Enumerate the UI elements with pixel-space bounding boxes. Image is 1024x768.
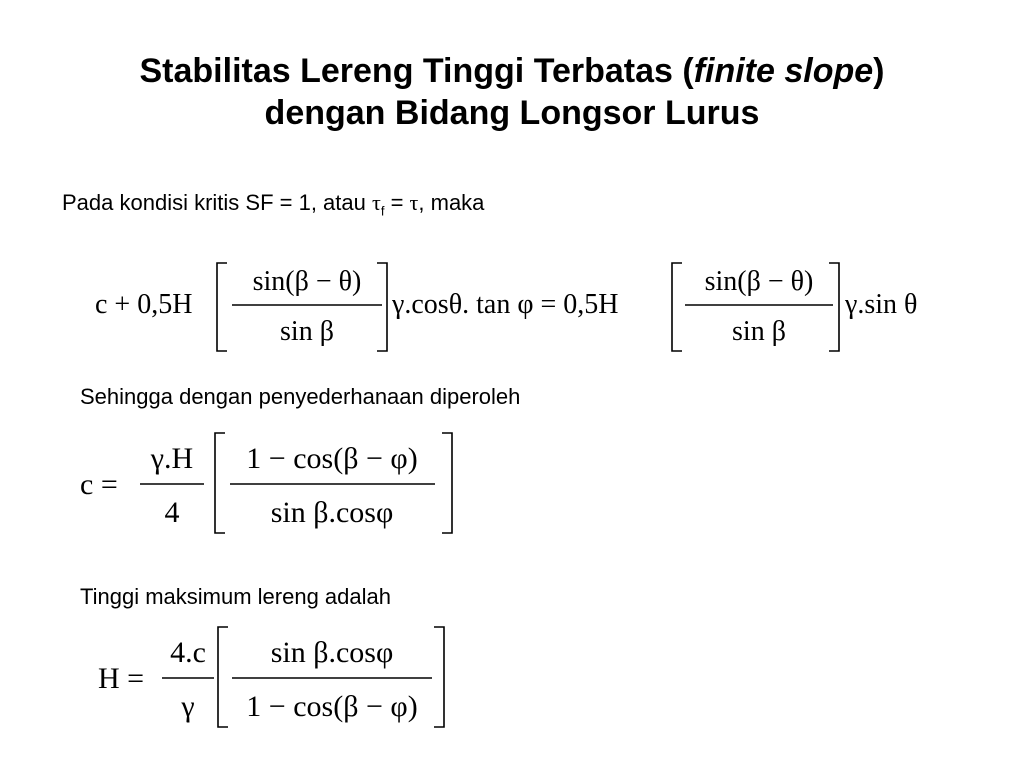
- tau-symbol-2: τ: [409, 190, 419, 215]
- tau-subscript: f: [380, 203, 385, 219]
- eq1-numerator-1: sin(β − θ): [252, 266, 362, 297]
- eq1-bracket-right-2: [829, 263, 839, 351]
- eq2-bracket-right: [442, 433, 452, 533]
- eq2-frac-den: 4: [164, 496, 180, 529]
- eq3-frac-den: γ: [181, 690, 195, 723]
- eq1-denominator-1: sin β: [280, 316, 334, 347]
- equation-2-svg: [80, 430, 480, 540]
- intro-suffix: , maka: [418, 190, 485, 215]
- title-line-2: dengan Bidang Longsor Lurus: [264, 94, 760, 132]
- eq2-bracket-num: 1 − cos(β − φ): [246, 442, 418, 475]
- equation-1-svg: [95, 258, 945, 358]
- title-italic-text: finite slope: [693, 52, 874, 90]
- eq1-denominator-2: sin β: [732, 316, 786, 347]
- eq1-lhs: c + 0,5H: [95, 289, 193, 320]
- eq2-lhs: c =: [80, 468, 118, 501]
- intro-text: Pada kondisi kritis SF = 1, atau: [62, 190, 372, 215]
- title-close-paren: ): [873, 52, 885, 90]
- eq3-frac-num: 4.c: [170, 636, 206, 669]
- eq3-bracket-den: 1 − cos(β − φ): [246, 690, 418, 723]
- eq1-bracket-right-1: [377, 263, 387, 351]
- eq3-lhs: H =: [98, 662, 145, 695]
- eq2-bracket-left: [215, 433, 225, 533]
- eq3-bracket-num: sin β.cosφ: [270, 636, 394, 669]
- eq3-bracket-left: [218, 627, 228, 727]
- eq2-frac-num: γ.H: [150, 442, 194, 475]
- eq1-end: γ.sin θ: [845, 289, 918, 320]
- title-text: Stabilitas Lereng Tinggi Terbatas (: [139, 52, 694, 90]
- equation-2: [80, 430, 480, 540]
- eq1-bracket-left-2: [672, 263, 682, 351]
- eq2-bracket-den: sin β.cosφ: [270, 496, 394, 529]
- eq1-bracket-left-1: [217, 263, 227, 351]
- equation-3-svg: [98, 624, 498, 734]
- equation-3: [98, 624, 498, 734]
- eq3-bracket-right: [434, 627, 444, 727]
- title-line-1: [0, 50, 1024, 92]
- eq1-middle: γ.cosθ. tan φ = 0,5H: [392, 289, 619, 320]
- intro-paragraph: [62, 190, 484, 224]
- tau-symbol: τ: [372, 190, 381, 215]
- simplification-paragraph: Sehingga dengan penyederhanaan diperoleh: [80, 384, 521, 409]
- max-height-paragraph: Tinggi maksimum lereng adalah: [80, 584, 391, 609]
- slide-title: [0, 50, 1024, 134]
- intro-equals: =: [384, 190, 410, 215]
- equation-1: [95, 258, 945, 358]
- eq1-numerator-2: sin(β − θ): [704, 266, 814, 297]
